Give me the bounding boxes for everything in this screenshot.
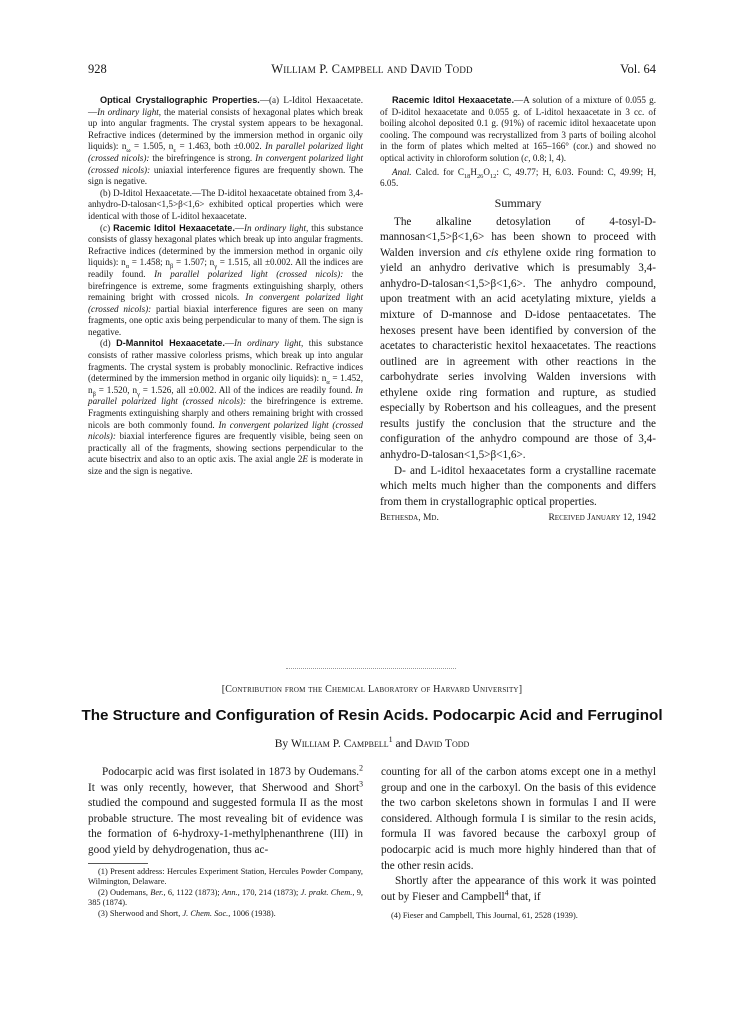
summary-paragraph-1: The alkaline detosylation of 4-tosyl-D-mannosan<1,5>β<1,6> has been shown to proceed with Walden inversion and cis ethylene oxide ring formation to yield an anhydro derivative which is presumably 3,4-anhydro-D-talosan<1,5>β<1,6>. The anhydro compound, upon treatment with an acid acetylating mixture, yields a mixture of D-mannose and D-idose pentaacetates. The hexoses present have been identified by conversion of the acetates to characteristic hexitol hexaacetates. The reactions outlined are in agreement with other reactions in the carbohydrate series involving Walden inversions with ethylene oxide ring formation and rupture, as studied especially by Robertson and his colleagues, and the present results justify the conclusion that the structure and the configuration of the anhydro compound are those of 3,4-anhydro-D-talosan<1,5>β<1,6>. <box>380 215 656 461</box>
footnote-3: (3) Sherwood and Short, J. Chem. Soc., 1006 (1938). <box>98 908 276 918</box>
bottom-right-column <box>381 765 656 922</box>
fieser-paragraph: Shortly after the appearance of this work it was pointed out by Fieser and Campbell$^4$ that, if <box>381 875 656 903</box>
section-divider <box>286 668 456 669</box>
racemic-prep-block <box>380 95 656 190</box>
volume-label: Vol. 64 <box>620 62 656 76</box>
right-column <box>380 95 656 523</box>
summary-heading: Summary <box>494 195 542 210</box>
footnote-4: (4) Fieser and Campbell, This Journal, 61, 2528 (1939). <box>391 911 578 921</box>
article-footer <box>380 513 656 523</box>
running-title: William P. Campbell and David Todd <box>271 62 473 76</box>
byline: By William P. Campbell$^1$ and David Todd <box>274 735 470 750</box>
analysis-paragraph: Anal. Calcd. for $C_{18}H_{26}O_{12}$: C, 49.77; H, 6.03. Found: C, 49.99; H, 6.05. <box>380 166 656 189</box>
summary-paragraph-2: D- and L-iditol hexaacetates form a crystalline racemate which melts much higher than the components and differs from them in crystallographic optical properties. <box>380 464 656 508</box>
footnotes <box>88 867 363 920</box>
optical-properties-paragraph: Optical Crystallographic Properties.—(a) L-Iditol Hexaacetate.—In ordinary light, the material consists of hexagonal plates which break up into angular fragments. The crystal system appears to be hexagonal. Refractive indices (determined by the immersion method in organic oily liquids): $n_\omega = 1.505$, $n_\varepsilon = 1.463$, both ±0.002. In parallel polarized light (crossed nicols): the birefringence is strong. In convergent polarized light (crossed nicols): uniaxial interference figures are frequently shown. The sign is negative. <box>88 95 364 187</box>
running-head <box>88 62 656 78</box>
racemic-iditol-paragraph: (c) Racemic Iditol Hexaacetate.—In ordinary light, this substance consists of glassy hexagonal plates which break up into angular fragments. Refractive indices (determined by the immersion method in organic oily liquids): $n_\alpha = 1.458$; $n_\beta = 1.507$; $n_\gamma = 1.515$, all ±0.002. All the indices are readily found. In parallel polarized light (crossed nicols): the birefringence is extreme, some fragments extinguishing sharply, others remaining bright with crossed nicols. In convergent polarized light (crossed nicols): partial biaxial interference figures are seen on many fragments, one optic axis being perpendicular to many of them. The sign is negative. <box>88 222 363 337</box>
footnote-2: (2) Oudemans, Ber., 6, 1122 (1873); Ann., 170, 214 (1873); J. prakt. Chem., 9, 385 (1874). <box>88 887 364 908</box>
place-line: Bethesda, Md. <box>380 513 439 524</box>
bottom-left-column <box>88 765 363 920</box>
footnote-rule <box>88 863 148 864</box>
contribution-line: [Contribution from the Chemical Laboratory of Harvard University] <box>221 684 523 695</box>
d-iditol-paragraph: (b) D-Iditol Hexaacetate.—The D-iditol hexaacetate obtained from 3,4-anhydro-D-talosan<1,5>β<1,6> exhibited optical properties which were identical with those of L-iditol hexaacetate. <box>88 187 363 221</box>
racemic-prep-paragraph: Racemic Iditol Hexaacetate.—A solution of a mixture of 0.055 g. of D-iditol hexaacetate and 0.055 g. of L-iditol hexaacetate in 3 cc. of boiling alcohol deposited 0.1 g. (91%) of racemic iditol hexaacetate upon cooling. The compound was recrystallized from 3 parts of boiling alcohol in the form of plates which melted at 165–166° (cor.) and showed no optical activity in chloroform solution (c, 0.8; l, 4). <box>380 95 656 163</box>
author-2: David Todd <box>415 738 470 750</box>
intro-paragraph: Podocarpic acid was first isolated in 1873 by Oudemans.$^2$ It was only recently, however, that Sherwood and Short$^3$ studied the compound and suggested formula II as the most probable structure. The most revealing bit of evidence was the formation of 6-hydroxy-1-methylphenanthrene (III) in good yield by dehydrogenation, thus ac- <box>88 763 363 856</box>
author-1: William P. Campbell <box>291 738 389 750</box>
article-title: The Structure and Configuration of Resin Acids. Podocarpic Acid and Ferruginol <box>81 707 663 724</box>
page-number: 928 <box>88 62 107 76</box>
left-column <box>88 95 363 478</box>
continuation-paragraph: counting for all of the carbon atoms except one in a methyl group and one in the carboxyl. On the basis of this evidence the two carbon skeletons shown in formulas I and II were considered. Although formula I is similar to the resin acids, formula II was favored because the carboxyl group of podocarpic acid is much more highly hindered than that of the other resin acids. <box>381 766 656 872</box>
received-line: Received January 12, 1942 <box>548 513 656 524</box>
footnote-1: (1) Present address: Hercules Experiment Station, Hercules Powder Company, Wilmington, Delaware. <box>88 866 363 887</box>
summary-body <box>380 215 656 510</box>
mannitol-paragraph: (d) D-Mannitol Hexaacetate.—In ordinary light, this substance consists of rather massive colorless prisms, which break up into angular fragments. The crystal system is probably monoclinic. Refractive indices (determined by the immersion method in organic oily liquids): $n_\alpha = 1.452$, $n_\beta = 1.520$, $n_\gamma = 1.526$, all ±0.002. All of the indices are readily found. In parallel polarized light (crossed nicols): the birefringence is extreme. Fragments extinguishing sharply and others remaining bright with crossed nicols are both commonly found. In convergent polarized light (crossed nicols): biaxial interference figures are frequently visible, being seen on practically all of the fragments, showing sections perpendicular to the acute bisectrix and also to an optic axis. The axial angle 2E is moderate in size and the sign is negative. <box>88 338 363 476</box>
